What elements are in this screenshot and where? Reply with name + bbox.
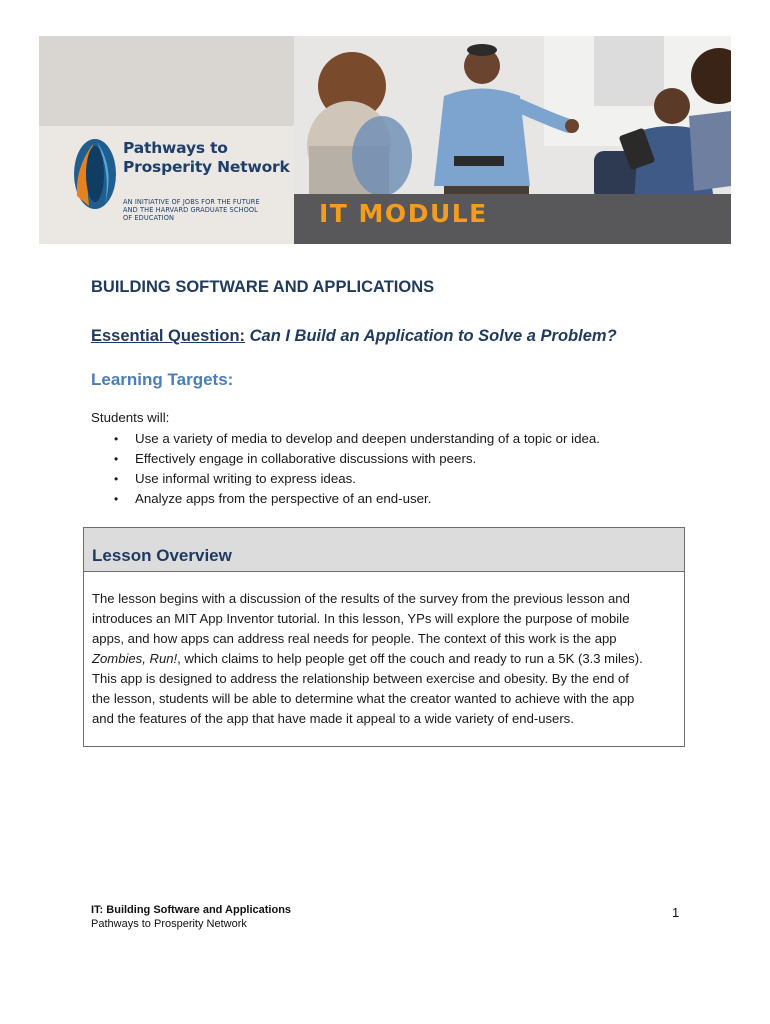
overview-line: The lesson begins with a discussion of the results of the survey from the previous lesson and [92,591,630,606]
list-item [91,449,600,469]
page-number: 1 [672,905,680,920]
logo-tagline-2: AND THE HARVARD GRADUATE SCHOOL [123,206,258,214]
bullet-icon: • [114,452,119,466]
overview-line: the lesson, students will be able to determine what the creator wanted to achieve with the app [92,691,635,706]
list-item [91,469,600,489]
bullet-icon: • [114,492,119,506]
app-name: Zombies, Run! [92,651,178,666]
logo-top-band [39,36,294,126]
bullet-icon: • [114,472,119,486]
overview-line: apps, and how apps can address real needs for people. The context of this work is the app [92,631,617,646]
target-text: Analyze apps from the perspective of an end-user. [135,491,432,506]
overview-line: introduces an MIT App Inventor tutorial. In this lesson, YPs will explore the purpose of mobile [92,611,630,626]
target-text: Effectively engage in collaborative discussions with peers. [135,451,477,466]
overview-line-rest: , which claims to help people get off the couch and ready to run a 5K (3.3 miles). [177,651,643,666]
lesson-overview-header [84,528,684,572]
essential-question-text: Can I Build an Application to Solve a Problem? [245,327,617,345]
logo-tagline-3: OF EDUCATION [123,214,175,222]
lesson-overview-heading: Lesson Overview [92,546,232,565]
target-text: Use a variety of media to develop and deepen understanding of a topic or idea. [135,431,600,446]
learning-targets-list [91,429,600,509]
logo-wordmark [123,139,290,177]
bullet-icon: • [114,432,119,446]
logo-line2: Prosperity Network [123,158,290,176]
logo-tagline [123,198,260,222]
lesson-overview-body [92,589,682,729]
essential-question-label: Essential Question: [91,327,246,345]
overview-line [92,649,682,669]
list-item [91,489,600,509]
logo-tagline-1: AN INITIATIVE OF JOBS FOR THE FUTURE [123,198,260,206]
footer-subtitle: Pathways to Prosperity Network [91,918,247,930]
module-title: IT MODULE [319,199,488,228]
overview-line: This app is designed to address the relationship between exercise and obesity. By the end of [92,671,629,686]
list-item [91,429,600,449]
students-will-label: Students will: [91,410,170,425]
header-banner [39,36,731,244]
learning-targets-heading: Learning Targets: [91,370,234,389]
footer-title: IT: Building Software and Applications [91,904,292,916]
overview-line: and the features of the app that have made it appeal to a wide variety of end-users. [92,711,574,726]
logo-panel [39,36,294,244]
essential-question [91,327,617,346]
target-text: Use informal writing to express ideas. [135,471,356,486]
pathways-logo-icon [71,138,119,215]
lesson-overview-box [83,527,685,747]
logo-line1: Pathways to [123,139,228,157]
document-title: BUILDING SOFTWARE AND APPLICATIONS [91,278,435,296]
